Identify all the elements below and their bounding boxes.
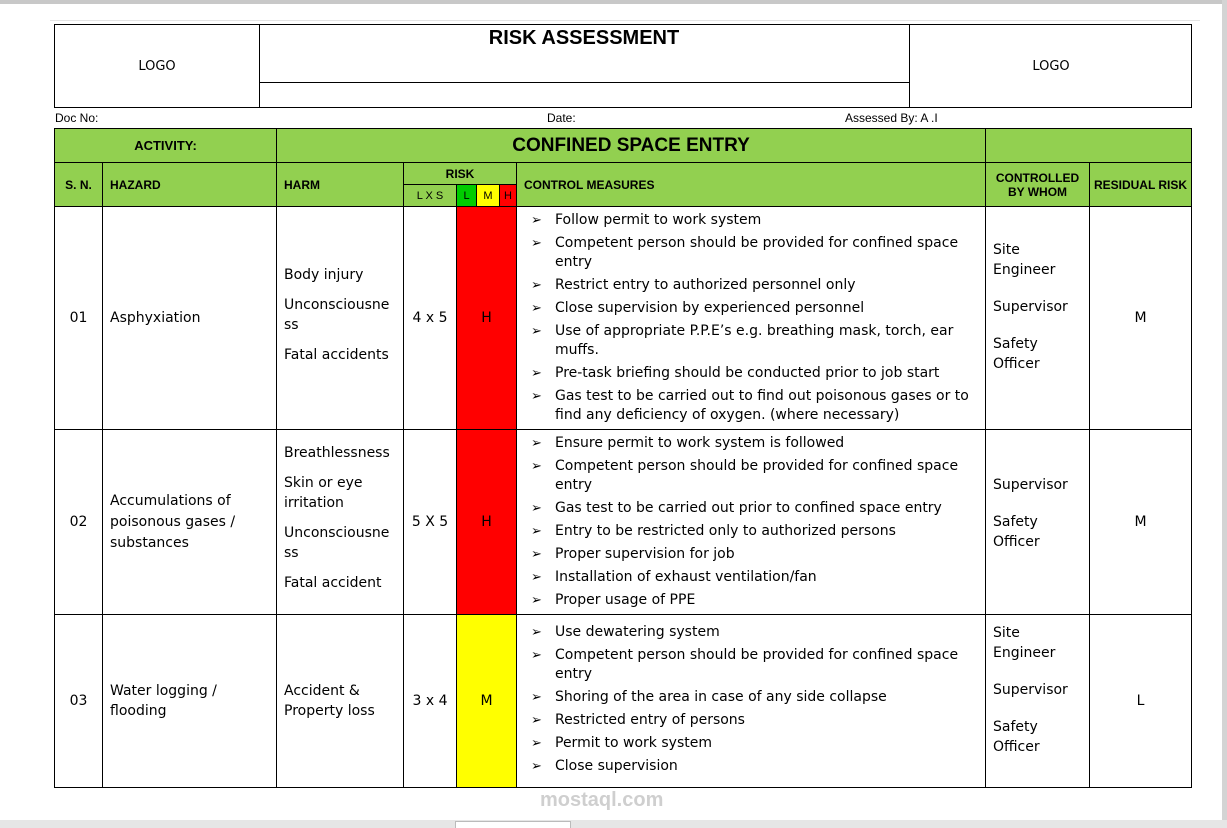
window-bottom-bar — [0, 820, 1227, 828]
harm-item: Unconsciousne ss — [284, 297, 390, 333]
row1-lxs: 4 x 5 — [404, 207, 457, 430]
activity-value: CONFINED SPACE ENTRY — [277, 129, 986, 163]
control-measure-item — [527, 734, 975, 753]
col-controlled-by: CONTROLLED BY WHOM — [986, 163, 1090, 207]
arrow-bullet-icon: ➢ — [531, 436, 542, 451]
arrow-bullet-icon: ➢ — [531, 278, 542, 293]
control-measure-item — [527, 276, 975, 295]
row3-controlled-by — [986, 615, 1090, 788]
row1-residual-risk: M — [1090, 207, 1192, 430]
row1-harm — [277, 207, 404, 430]
arrow-bullet-icon: ➢ — [531, 236, 542, 251]
control-measure-text: Competent person should be provided for confined space entry — [555, 647, 959, 682]
control-measure-text: Close supervision by experienced personnel — [555, 300, 865, 316]
activity-label: ACTIVITY: — [55, 129, 277, 163]
control-measure-text: Competent person should be provided for confined space entry — [555, 458, 959, 493]
col-risk-high: H — [500, 185, 517, 207]
control-measure-text: Shoring of the area in case of any side collapse — [555, 689, 887, 705]
col-risk-medium: M — [477, 185, 500, 207]
arrow-bullet-icon: ➢ — [531, 570, 542, 585]
row3-residual-risk: L — [1090, 615, 1192, 788]
control-measure-item — [527, 364, 975, 383]
harm-item: Unconsciousne ss — [284, 525, 390, 561]
row2-controlled-by — [986, 430, 1090, 615]
control-measure-text: Permit to work system — [555, 735, 712, 751]
row2-risk-rating: H — [457, 430, 517, 615]
control-measure-item — [527, 545, 975, 564]
arrow-bullet-icon: ➢ — [531, 324, 542, 339]
col-harm: HARM — [277, 163, 404, 207]
control-measure-text: Close supervision — [555, 758, 678, 774]
row1-control-measures — [517, 207, 986, 430]
col-hazard: HAZARD — [103, 163, 277, 207]
harm-item: Breathlessness — [284, 445, 390, 461]
date-label: Date: — [547, 111, 576, 125]
watermark — [540, 755, 663, 811]
control-measure-text: Restrict entry to authorized personnel only — [555, 277, 856, 293]
col-lxs: L X S — [404, 185, 457, 207]
arrow-bullet-icon: ➢ — [531, 501, 542, 516]
control-measure-item — [527, 591, 975, 610]
harm-item: Fatal accident — [284, 575, 382, 591]
row2-hazard: Accumulations of poisonous gases / substances — [103, 430, 277, 615]
control-measure-text: Ensure permit to work system is followed — [555, 435, 845, 451]
row3-risk-rating: M — [457, 615, 517, 788]
control-measure-item — [527, 387, 975, 425]
responsible-person: Safety Officer — [993, 514, 1040, 550]
responsible-person: Safety Officer — [993, 336, 1040, 372]
harm-item: Fatal accidents — [284, 347, 389, 363]
control-measure-text: Competent person should be provided for confined space entry — [555, 235, 959, 270]
control-measure-item — [527, 457, 975, 495]
col-control-measures: CONTROL MEASURES — [517, 163, 986, 207]
control-measure-text: Use of appropriate P.P.E’s e.g. breathing mask, torch, ear muffs. — [555, 323, 954, 358]
row1-hazard: Asphyxiation — [103, 207, 277, 430]
harm-item: Skin or eye irritation — [284, 475, 363, 511]
responsible-person: Supervisor — [993, 682, 1068, 698]
control-measure-text: Pre-task briefing should be conducted prior to job start — [555, 365, 940, 381]
window-top-edge — [0, 0, 1227, 4]
col-risk-low: L — [457, 185, 477, 207]
arrow-bullet-icon: ➢ — [531, 759, 542, 774]
control-measure-item — [527, 499, 975, 518]
control-measure-text: Follow permit to work system — [555, 212, 762, 228]
page-title: RISK ASSESSMENT — [259, 25, 909, 83]
control-measure-text: Gas test to be carried out prior to confined space entry — [555, 500, 942, 516]
responsible-person: Site Engineer — [993, 242, 1056, 278]
row2-sn: 02 — [55, 430, 103, 615]
control-measure-text: Installation of exhaust ventilation/fan — [555, 569, 817, 585]
row1-controlled-by — [986, 207, 1090, 430]
document-header — [54, 24, 1192, 108]
row2-harm — [277, 430, 404, 615]
responsible-person: Site Engineer — [993, 625, 1056, 661]
watermark-text: mostaql.com — [540, 789, 664, 811]
row3-sn: 03 — [55, 615, 103, 788]
control-measure-item — [527, 211, 975, 230]
control-measure-item — [527, 688, 975, 707]
control-measure-item — [527, 322, 975, 360]
logo-right: LOGO — [909, 25, 1192, 107]
arrow-bullet-icon: ➢ — [531, 690, 542, 705]
row3-hazard: Water logging / flooding — [103, 615, 277, 788]
control-measure-text: Gas test to be carried out to find out poisonous gases or to find any deficiency of oxygen. (where necessary) — [555, 388, 969, 423]
arrow-bullet-icon: ➢ — [531, 301, 542, 316]
row2-lxs: 5 X 5 — [404, 430, 457, 615]
harm-item: Body injury — [284, 267, 364, 283]
arrow-bullet-icon: ➢ — [531, 213, 542, 228]
assessed-by-label: Assessed By: A .I — [845, 111, 938, 125]
logo-left: LOGO — [55, 25, 260, 107]
window-bottom-tab[interactable] — [455, 821, 571, 828]
control-measure-item — [527, 711, 975, 730]
col-sn: S. N. — [55, 163, 103, 207]
control-measure-item — [527, 568, 975, 587]
activity-blank — [986, 129, 1192, 163]
row3-lxs: 3 x 4 — [404, 615, 457, 788]
row2-control-measures — [517, 430, 986, 615]
control-measure-item — [527, 623, 975, 642]
responsible-person: Supervisor — [993, 299, 1068, 315]
page-edge — [50, 20, 1200, 21]
doc-no-label: Doc No: — [55, 111, 99, 125]
arrow-bullet-icon: ➢ — [531, 736, 542, 751]
control-measure-text: Proper supervision for job — [555, 546, 735, 562]
row3-harm: Accident & Property loss — [277, 615, 404, 788]
window-scrollbar[interactable] — [1222, 0, 1227, 828]
arrow-bullet-icon: ➢ — [531, 713, 542, 728]
control-measure-text: Entry to be restricted only to authorized persons — [555, 523, 896, 539]
responsible-person: Supervisor — [993, 477, 1068, 493]
control-measure-text: Use dewatering system — [555, 624, 720, 640]
control-measure-item — [527, 299, 975, 318]
control-measure-item — [527, 646, 975, 684]
col-risk: RISK — [404, 163, 517, 185]
arrow-bullet-icon: ➢ — [531, 547, 542, 562]
arrow-bullet-icon: ➢ — [531, 366, 542, 381]
col-residual-risk: RESIDUAL RISK — [1090, 163, 1192, 207]
arrow-bullet-icon: ➢ — [531, 648, 542, 663]
control-measure-item — [527, 434, 975, 453]
title-subrow — [259, 83, 909, 107]
control-measure-item — [527, 522, 975, 541]
control-measure-text: Restricted entry of persons — [555, 712, 745, 728]
row2-residual-risk: M — [1090, 430, 1192, 615]
arrow-bullet-icon: ➢ — [531, 389, 542, 404]
watermark-logo — [540, 755, 663, 789]
row1-risk-rating: H — [457, 207, 517, 430]
row1-sn: 01 — [55, 207, 103, 430]
arrow-bullet-icon: ➢ — [531, 524, 542, 539]
control-measure-item — [527, 234, 975, 272]
arrow-bullet-icon: ➢ — [531, 625, 542, 640]
responsible-person: Safety Officer — [993, 719, 1040, 755]
arrow-bullet-icon: ➢ — [531, 593, 542, 608]
arrow-bullet-icon: ➢ — [531, 459, 542, 474]
control-measure-text: Proper usage of PPE — [555, 592, 696, 608]
